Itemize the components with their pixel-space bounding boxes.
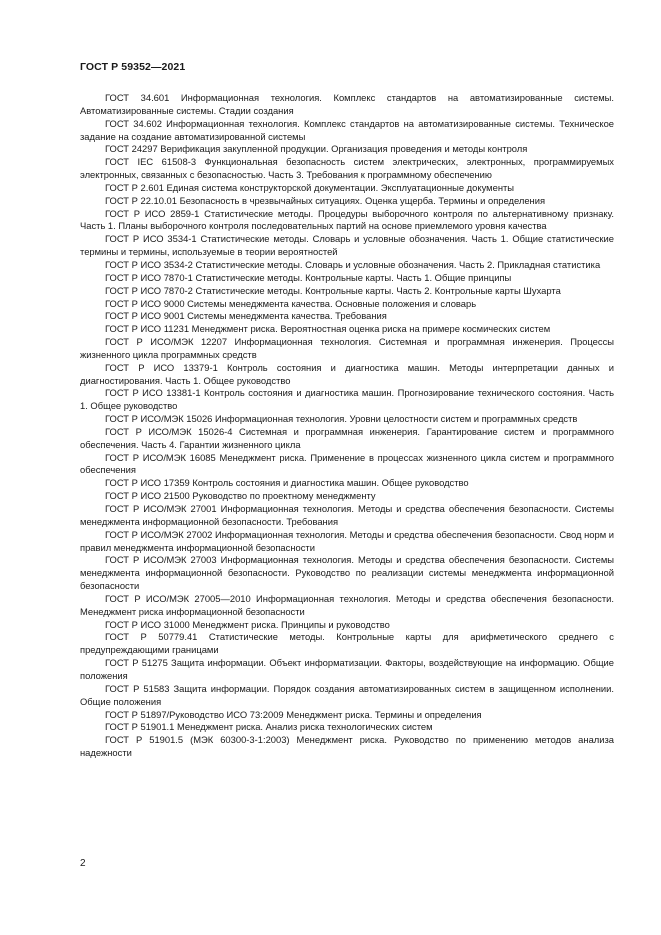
reference-item: ГОСТ IEC 61508-3 Функциональная безопасность систем электрических, электронных, программируемых электронных, связанных с безопасностью. Часть 3. Требования к программному обеспечению — [80, 156, 614, 181]
reference-item: ГОСТ 34.601 Информационная технология. Комплекс стандартов на автоматизированные системы. Автоматизированные системы. Стадии создания — [80, 92, 614, 116]
reference-item: ГОСТ Р 51897/Руководство ИСО 73:2009 Менеджмент риска. Термины и определения — [105, 708, 482, 720]
reference-item: ГОСТ Р ИСО/МЭК 27001 Информационная технология. Методы и средства обеспечения безопасности. Системы менеджмента информационной безопасности. Требования — [80, 503, 614, 527]
reference-item: ГОСТ Р ИСО 21500 Руководство по проектному менеджменту — [105, 490, 376, 502]
reference-item: ГОСТ Р 51901.1 Менеджмент риска. Анализ риска технологических систем — [105, 721, 433, 733]
reference-item: ГОСТ Р ИСО 9000 Системы менеджмента качества. Основные положения и словарь — [105, 297, 477, 309]
reference-item: ГОСТ Р ИСО 2859-1 Статистические методы. Процедуры выборочного контроля по альтернативному признаку. Часть 1. Планы выборочного контроля последовательных партий на основе приемлемого уровня качества — [80, 207, 614, 232]
reference-item: ГОСТ Р 51583 Защита информации. Порядок создания автоматизированных систем в защищенном исполнении. Общие положения — [80, 682, 614, 707]
reference-item: ГОСТ Р ИСО/МЭК 15026-4 Системная и программная инженерия. Гарантирование систем и программного обеспечения. Часть 4. Гарантии жизненного цикла — [80, 425, 614, 450]
reference-item: ГОСТ Р ИСО 7870-1 Статистические методы. Контрольные карты. Часть 1. Общие принципы — [105, 271, 512, 283]
reference-item: ГОСТ Р ИСО/МЭК 12207 Информационная технология. Системная и программная инженерия. Процессы жизненного цикла программных средств — [80, 336, 614, 360]
reference-item: ГОСТ Р ИСО/МЭК 27003 Информационная технология. Методы и средства обеспечения безопасности. Системы менеджмента информационной безопасности. Руководство по реализации системы менеджмента информационной безопасности — [80, 554, 614, 592]
reference-item: ГОСТ Р ИСО 13381-1 Контроль состояния и диагностика машин. Прогнозирование технического состояния. Часть 1. Общее руководство — [80, 387, 614, 412]
reference-item: ГОСТ Р 51901.5 (МЭК 60300-3-1:2003) Менеджмент риска. Руководство по применению методов анализа надежности — [80, 734, 614, 759]
reference-item: ГОСТ Р ИСО 13379-1 Контроль состояния и диагностика машин. Методы интерпретации данных и диагностирования. Часть 1. Общее руководство — [80, 361, 614, 386]
reference-item: ГОСТ 24297 Верификация закупленной продукции. Организация проведения и методы контроля — [105, 143, 528, 155]
reference-item: ГОСТ Р ИСО 17359 Контроль состояния и диагностика машин. Общее руководство — [105, 477, 469, 489]
reference-item: ГОСТ Р 51275 Защита информации. Объект информатизации. Факторы, воздействующие на информацию. Общие положения — [80, 657, 614, 681]
reference-item: ГОСТ Р ИСО 31000 Менеджмент риска. Принципы и руководство — [105, 618, 390, 630]
reference-item: ГОСТ 34.602 Информационная технология. Комплекс стандартов на автоматизированные системы. Техническое задание на создание автоматизированной системы — [80, 117, 614, 142]
reference-item: ГОСТ Р ИСО 11231 Менеджмент риска. Вероятностная оценка риска на примере космических систем — [105, 323, 551, 335]
reference-item: ГОСТ Р ИСО 9001 Системы менеджмента качества. Требования — [105, 310, 387, 322]
standard-id-header: ГОСТ Р 59352—2021 — [80, 61, 186, 73]
page-number: 2 — [80, 858, 86, 869]
reference-item: ГОСТ Р ИСО 3534-2 Статистические методы. Словарь и условные обозначения. Часть 2. Прикладная статистика — [105, 258, 601, 270]
reference-item: ГОСТ Р ИСО 7870-2 Статистические методы. Контрольные карты. Часть 2. Контрольные карты Шухарта — [105, 284, 561, 296]
reference-item: ГОСТ Р ИСО/МЭК 15026 Информационная технология. Уровни целостности систем и программных средств — [105, 413, 578, 425]
reference-item: ГОСТ Р ИСО 3534-1 Статистические методы. Словарь и условные обозначения. Часть 1. Общие статистические термины и термины, используемые в теории вероятностей — [80, 233, 614, 258]
reference-item: ГОСТ Р 2.601 Единая система конструкторской документации. Эксплуатационные документы — [105, 181, 515, 193]
normative-references-list — [80, 92, 614, 760]
reference-item: ГОСТ Р 50779.41 Статистические методы. Контрольные карты для арифметического среднего с предупреждающими границами — [80, 631, 614, 656]
reference-item: ГОСТ Р 22.10.01 Безопасность в чрезвычайных ситуациях. Оценка ущерба. Термины и определения — [105, 194, 546, 206]
reference-item: ГОСТ Р ИСО/МЭК 27005—2010 Информационная технология. Методы и средства обеспечения безопасности. Менеджмент риска информационной безопасности — [80, 592, 614, 617]
reference-item: ГОСТ Р ИСО/МЭК 27002 Информационная технология. Методы и средства обеспечения безопасности. Свод норм и правил менеджмента информационной безопасности — [80, 528, 614, 553]
reference-item: ГОСТ Р ИСО/МЭК 16085 Менеджмент риска. Применение в процессах жизненного цикла систем и программного обеспечения — [80, 451, 614, 476]
